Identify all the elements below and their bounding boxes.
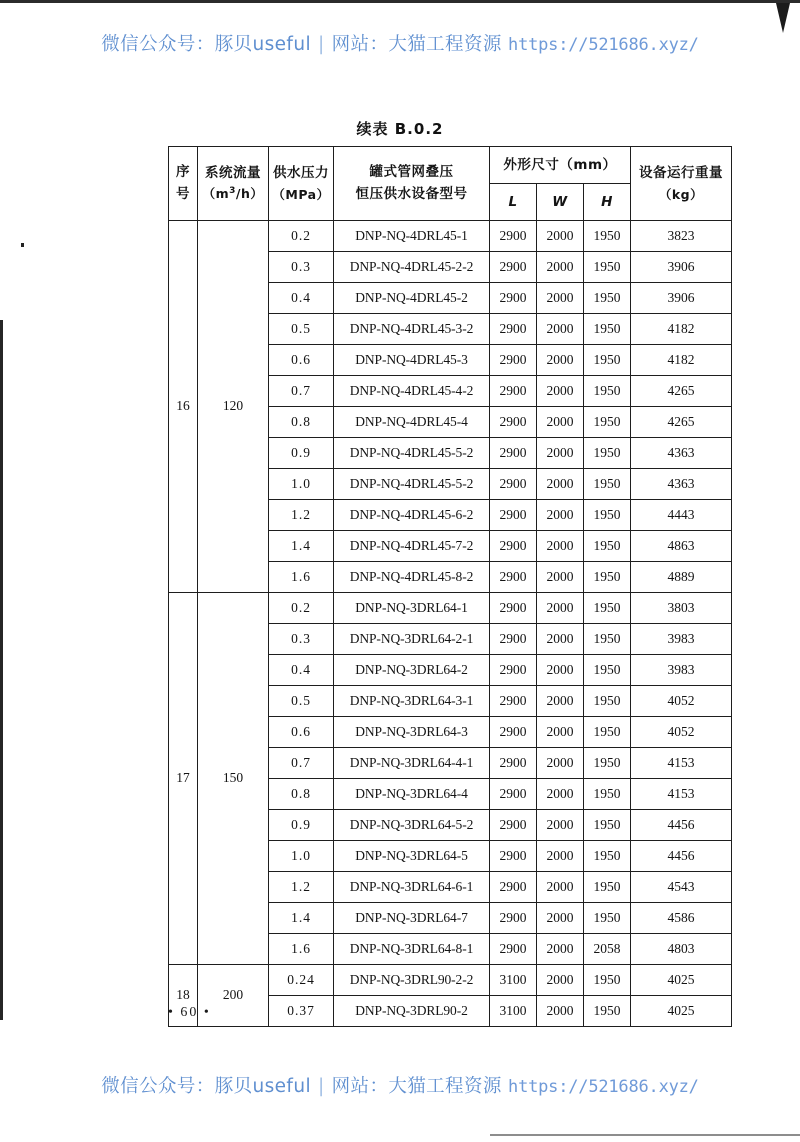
cell-equipment-model: DNP-NQ-3DRL64-8-1 — [334, 934, 490, 965]
cell-dimension-length: 2900 — [490, 345, 537, 376]
cell-equipment-model: DNP-NQ-3DRL64-2 — [334, 655, 490, 686]
cell-dimension-height: 1950 — [584, 748, 631, 779]
cell-dimension-length: 2900 — [490, 779, 537, 810]
cell-operating-weight: 4182 — [631, 345, 732, 376]
watermark-site-label: 网站： — [331, 34, 389, 55]
cell-operating-weight: 4443 — [631, 500, 732, 531]
cell-operating-weight: 3983 — [631, 624, 732, 655]
cell-dimension-height: 1950 — [584, 345, 631, 376]
table-row — [169, 221, 732, 252]
cell-dimension-height: 1950 — [584, 376, 631, 407]
cell-operating-weight: 4456 — [631, 841, 732, 872]
cell-operating-weight: 3906 — [631, 252, 732, 283]
scan-edge-top — [0, 0, 800, 3]
cell-dimension-height: 1950 — [584, 500, 631, 531]
cell-equipment-model: DNP-NQ-4DRL45-8-2 — [334, 562, 490, 593]
header-equipment-model-line1: 罐式管网叠压 — [369, 164, 454, 181]
cell-operating-weight: 4803 — [631, 934, 732, 965]
cell-dimension-width: 2000 — [537, 903, 584, 934]
cell-dimension-height: 1950 — [584, 717, 631, 748]
cell-dimension-length: 2900 — [490, 748, 537, 779]
cell-operating-weight: 3906 — [631, 283, 732, 314]
cell-dimension-width: 2000 — [537, 965, 584, 996]
cell-sequence: 18 — [169, 965, 198, 1027]
cell-equipment-model: DNP-NQ-4DRL45-7-2 — [334, 531, 490, 562]
cell-dimension-height: 1950 — [584, 810, 631, 841]
cell-dimension-width: 2000 — [537, 407, 584, 438]
watermark-separator: | — [318, 1076, 325, 1097]
cell-operating-weight: 4025 — [631, 965, 732, 996]
cell-supply-pressure: 0.9 — [269, 438, 334, 469]
cell-dimension-length: 2900 — [490, 500, 537, 531]
cell-equipment-model: DNP-NQ-3DRL64-1 — [334, 593, 490, 624]
cell-supply-pressure: 0.2 — [269, 221, 334, 252]
cell-equipment-model: DNP-NQ-4DRL45-3-2 — [334, 314, 490, 345]
cell-dimension-length: 2900 — [490, 841, 537, 872]
cell-equipment-model: DNP-NQ-4DRL45-4 — [334, 407, 490, 438]
cell-dimension-width: 2000 — [537, 376, 584, 407]
cell-equipment-model: DNP-NQ-3DRL64-3 — [334, 717, 490, 748]
cell-equipment-model: DNP-NQ-3DRL90-2-2 — [334, 965, 490, 996]
cell-operating-weight: 4153 — [631, 748, 732, 779]
cell-dimension-width: 2000 — [537, 624, 584, 655]
cell-dimension-height: 1950 — [584, 407, 631, 438]
watermark-url: https://521686.xyz/ — [508, 35, 699, 55]
cell-supply-pressure: 0.8 — [269, 779, 334, 810]
cell-supply-pressure: 0.7 — [269, 376, 334, 407]
header-supply-pressure-title: 供水压力 — [273, 164, 329, 181]
cell-supply-pressure: 1.2 — [269, 500, 334, 531]
flow-unit-exponent: 3 — [229, 186, 236, 197]
cell-dimension-length: 3100 — [490, 965, 537, 996]
watermark-prefix: 微信公众号： — [101, 34, 215, 55]
cell-dimension-width: 2000 — [537, 283, 584, 314]
cell-dimension-length: 2900 — [490, 252, 537, 283]
cell-supply-pressure: 0.4 — [269, 655, 334, 686]
cell-dimension-length: 2900 — [490, 717, 537, 748]
cell-operating-weight: 3803 — [631, 593, 732, 624]
cell-supply-pressure: 1.0 — [269, 469, 334, 500]
cell-dimension-width: 2000 — [537, 221, 584, 252]
table-row — [169, 965, 732, 996]
cell-dimension-length: 2900 — [490, 283, 537, 314]
cell-dimension-length: 2900 — [490, 314, 537, 345]
cell-dimension-width: 2000 — [537, 841, 584, 872]
cell-equipment-model: DNP-NQ-3DRL90-2 — [334, 996, 490, 1027]
cell-supply-pressure: 1.6 — [269, 562, 334, 593]
cell-dimension-length: 2900 — [490, 221, 537, 252]
watermark-footer — [0, 1072, 800, 1098]
cell-dimension-length: 2900 — [490, 810, 537, 841]
cell-dimension-length: 2900 — [490, 531, 537, 562]
table-body — [169, 221, 732, 1027]
cell-dimension-height: 1950 — [584, 438, 631, 469]
cell-equipment-model: DNP-NQ-4DRL45-2-2 — [334, 252, 490, 283]
cell-sequence: 16 — [169, 221, 198, 593]
cell-operating-weight: 4363 — [631, 438, 732, 469]
cell-supply-pressure: 1.6 — [269, 934, 334, 965]
cell-operating-weight: 4586 — [631, 903, 732, 934]
cell-equipment-model: DNP-NQ-4DRL45-6-2 — [334, 500, 490, 531]
header-operating-weight-unit: （kg） — [658, 186, 704, 202]
watermark-prefix: 微信公众号： — [101, 1076, 215, 1097]
cell-equipment-model: DNP-NQ-4DRL45-4-2 — [334, 376, 490, 407]
cell-operating-weight: 4182 — [631, 314, 732, 345]
cell-dimension-length: 2900 — [490, 903, 537, 934]
cell-dimension-height: 1950 — [584, 965, 631, 996]
cell-equipment-model: DNP-NQ-3DRL64-3-1 — [334, 686, 490, 717]
cell-sequence: 17 — [169, 593, 198, 965]
cell-dimension-length: 2900 — [490, 407, 537, 438]
cell-operating-weight: 4456 — [631, 810, 732, 841]
cell-dimension-height: 1950 — [584, 872, 631, 903]
header-dimension-width: W — [537, 184, 584, 221]
cell-supply-pressure: 0.3 — [269, 624, 334, 655]
cell-supply-pressure: 0.7 — [269, 748, 334, 779]
cell-dimension-width: 2000 — [537, 345, 584, 376]
header-system-flow-title: 系统流量 — [205, 164, 261, 181]
cell-dimension-length: 2900 — [490, 872, 537, 903]
header-row-1 — [169, 147, 732, 184]
cell-dimension-width: 2000 — [537, 810, 584, 841]
scan-corner-artifact — [776, 3, 790, 33]
cell-supply-pressure: 1.4 — [269, 531, 334, 562]
spec-table-container — [168, 146, 723, 1027]
cell-equipment-model: DNP-NQ-4DRL45-5-2 — [334, 438, 490, 469]
cell-dimension-height: 1950 — [584, 283, 631, 314]
header-supply-pressure — [269, 147, 334, 221]
cell-supply-pressure: 0.6 — [269, 345, 334, 376]
cell-dimension-width: 2000 — [537, 593, 584, 624]
header-sequence — [169, 147, 198, 221]
header-system-flow-unit — [198, 187, 268, 201]
cell-equipment-model: DNP-NQ-3DRL64-6-1 — [334, 872, 490, 903]
cell-dimension-height: 1950 — [584, 221, 631, 252]
watermark-account: 豚贝useful — [214, 34, 312, 55]
watermark-site-name: 大猫工程资源 — [388, 34, 502, 55]
cell-dimension-width: 2000 — [537, 686, 584, 717]
cell-supply-pressure: 1.0 — [269, 841, 334, 872]
cell-dimension-width: 2000 — [537, 531, 584, 562]
cell-supply-pressure: 0.3 — [269, 252, 334, 283]
cell-supply-pressure: 1.4 — [269, 903, 334, 934]
cell-dimension-height: 1950 — [584, 996, 631, 1027]
watermark-site-label: 网站： — [331, 1076, 389, 1097]
header-supply-pressure-unit: （MPa） — [272, 186, 330, 202]
cell-operating-weight: 4543 — [631, 872, 732, 903]
header-dimension-height: H — [584, 184, 631, 221]
cell-operating-weight: 4363 — [631, 469, 732, 500]
cell-equipment-model: DNP-NQ-3DRL64-5 — [334, 841, 490, 872]
cell-operating-weight: 4052 — [631, 717, 732, 748]
watermark-header — [0, 30, 800, 56]
cell-dimension-width: 2000 — [537, 655, 584, 686]
cell-equipment-model: DNP-NQ-3DRL64-2-1 — [334, 624, 490, 655]
header-equipment-model — [334, 147, 490, 221]
cell-dimension-width: 2000 — [537, 469, 584, 500]
cell-operating-weight: 4863 — [631, 531, 732, 562]
watermark-url: https://521686.xyz/ — [508, 1077, 699, 1097]
cell-dimension-height: 1950 — [584, 624, 631, 655]
table-caption: 续表 B.0.2 — [356, 120, 444, 138]
cell-dimension-length: 2900 — [490, 562, 537, 593]
cell-dimension-width: 2000 — [537, 562, 584, 593]
header-sequence-line2: 号 — [176, 186, 190, 202]
table-row — [169, 593, 732, 624]
cell-supply-pressure: 0.5 — [269, 314, 334, 345]
cell-dimension-width: 2000 — [537, 748, 584, 779]
cell-dimension-width: 2000 — [537, 438, 584, 469]
cell-dimension-length: 3100 — [490, 996, 537, 1027]
cell-supply-pressure: 0.6 — [269, 717, 334, 748]
cell-dimension-width: 2000 — [537, 717, 584, 748]
scan-edge-left — [0, 320, 3, 1020]
cell-supply-pressure: 0.2 — [269, 593, 334, 624]
cell-equipment-model: DNP-NQ-3DRL64-7 — [334, 903, 490, 934]
cell-dimension-height: 1950 — [584, 252, 631, 283]
cell-dimension-length: 2900 — [490, 469, 537, 500]
cell-dimension-height: 1950 — [584, 841, 631, 872]
flow-unit-base: （m — [202, 186, 230, 202]
cell-supply-pressure: 0.8 — [269, 407, 334, 438]
cell-dimension-width: 2000 — [537, 500, 584, 531]
cell-operating-weight: 4265 — [631, 407, 732, 438]
spec-table — [168, 146, 732, 1027]
cell-operating-weight: 4889 — [631, 562, 732, 593]
header-operating-weight — [631, 147, 732, 221]
watermark-account: 豚贝useful — [214, 1076, 312, 1097]
cell-supply-pressure: 1.2 — [269, 872, 334, 903]
header-operating-weight-title: 设备运行重量 — [639, 164, 723, 181]
cell-equipment-model: DNP-NQ-4DRL45-2 — [334, 283, 490, 314]
cell-equipment-model: DNP-NQ-4DRL45-3 — [334, 345, 490, 376]
watermark-separator: | — [318, 34, 325, 55]
cell-dimension-width: 2000 — [537, 934, 584, 965]
cell-equipment-model: DNP-NQ-4DRL45-1 — [334, 221, 490, 252]
cell-dimension-height: 1950 — [584, 314, 631, 345]
cell-operating-weight: 3823 — [631, 221, 732, 252]
cell-dimension-width: 2000 — [537, 996, 584, 1027]
cell-dimension-height: 2058 — [584, 934, 631, 965]
cell-operating-weight: 4052 — [631, 686, 732, 717]
cell-supply-pressure: 0.4 — [269, 283, 334, 314]
scan-edge-bottom — [490, 1134, 800, 1136]
cell-equipment-model: DNP-NQ-3DRL64-4-1 — [334, 748, 490, 779]
cell-dimension-height: 1950 — [584, 469, 631, 500]
page-number: • 60 • — [168, 1005, 211, 1020]
cell-dimension-height: 1950 — [584, 779, 631, 810]
cell-operating-weight: 4153 — [631, 779, 732, 810]
scan-speck — [21, 243, 24, 247]
cell-dimension-length: 2900 — [490, 686, 537, 717]
header-dimensions: 外形尺寸（mm） — [490, 147, 631, 184]
watermark-site-name: 大猫工程资源 — [388, 1076, 502, 1097]
cell-dimension-length: 2900 — [490, 934, 537, 965]
cell-supply-pressure: 0.37 — [269, 996, 334, 1027]
cell-system-flow: 120 — [198, 221, 269, 593]
cell-dimension-width: 2000 — [537, 779, 584, 810]
cell-operating-weight: 4025 — [631, 996, 732, 1027]
cell-dimension-height: 1950 — [584, 903, 631, 934]
header-equipment-model-line2: 恒压供水设备型号 — [355, 186, 468, 202]
table-head — [169, 147, 732, 221]
cell-dimension-height: 1950 — [584, 593, 631, 624]
cell-operating-weight: 3983 — [631, 655, 732, 686]
cell-dimension-length: 2900 — [490, 655, 537, 686]
cell-dimension-height: 1950 — [584, 531, 631, 562]
cell-dimension-width: 2000 — [537, 252, 584, 283]
cell-dimension-length: 2900 — [490, 376, 537, 407]
cell-system-flow: 150 — [198, 593, 269, 965]
cell-supply-pressure: 0.5 — [269, 686, 334, 717]
cell-supply-pressure: 0.9 — [269, 810, 334, 841]
cell-dimension-width: 2000 — [537, 872, 584, 903]
flow-unit-tail: /h） — [235, 186, 264, 202]
cell-dimension-length: 2900 — [490, 624, 537, 655]
header-sequence-line1: 序 — [176, 164, 190, 181]
cell-dimension-height: 1950 — [584, 655, 631, 686]
cell-system-flow: 200 — [198, 965, 269, 1027]
cell-equipment-model: DNP-NQ-3DRL64-5-2 — [334, 810, 490, 841]
cell-dimension-length: 2900 — [490, 438, 537, 469]
cell-operating-weight: 4265 — [631, 376, 732, 407]
header-system-flow — [198, 147, 269, 221]
cell-dimension-height: 1950 — [584, 686, 631, 717]
header-dimension-length: L — [490, 184, 537, 221]
cell-equipment-model: DNP-NQ-3DRL64-4 — [334, 779, 490, 810]
cell-supply-pressure: 0.24 — [269, 965, 334, 996]
cell-dimension-length: 2900 — [490, 593, 537, 624]
cell-dimension-width: 2000 — [537, 314, 584, 345]
cell-equipment-model: DNP-NQ-4DRL45-5-2 — [334, 469, 490, 500]
cell-dimension-height: 1950 — [584, 562, 631, 593]
